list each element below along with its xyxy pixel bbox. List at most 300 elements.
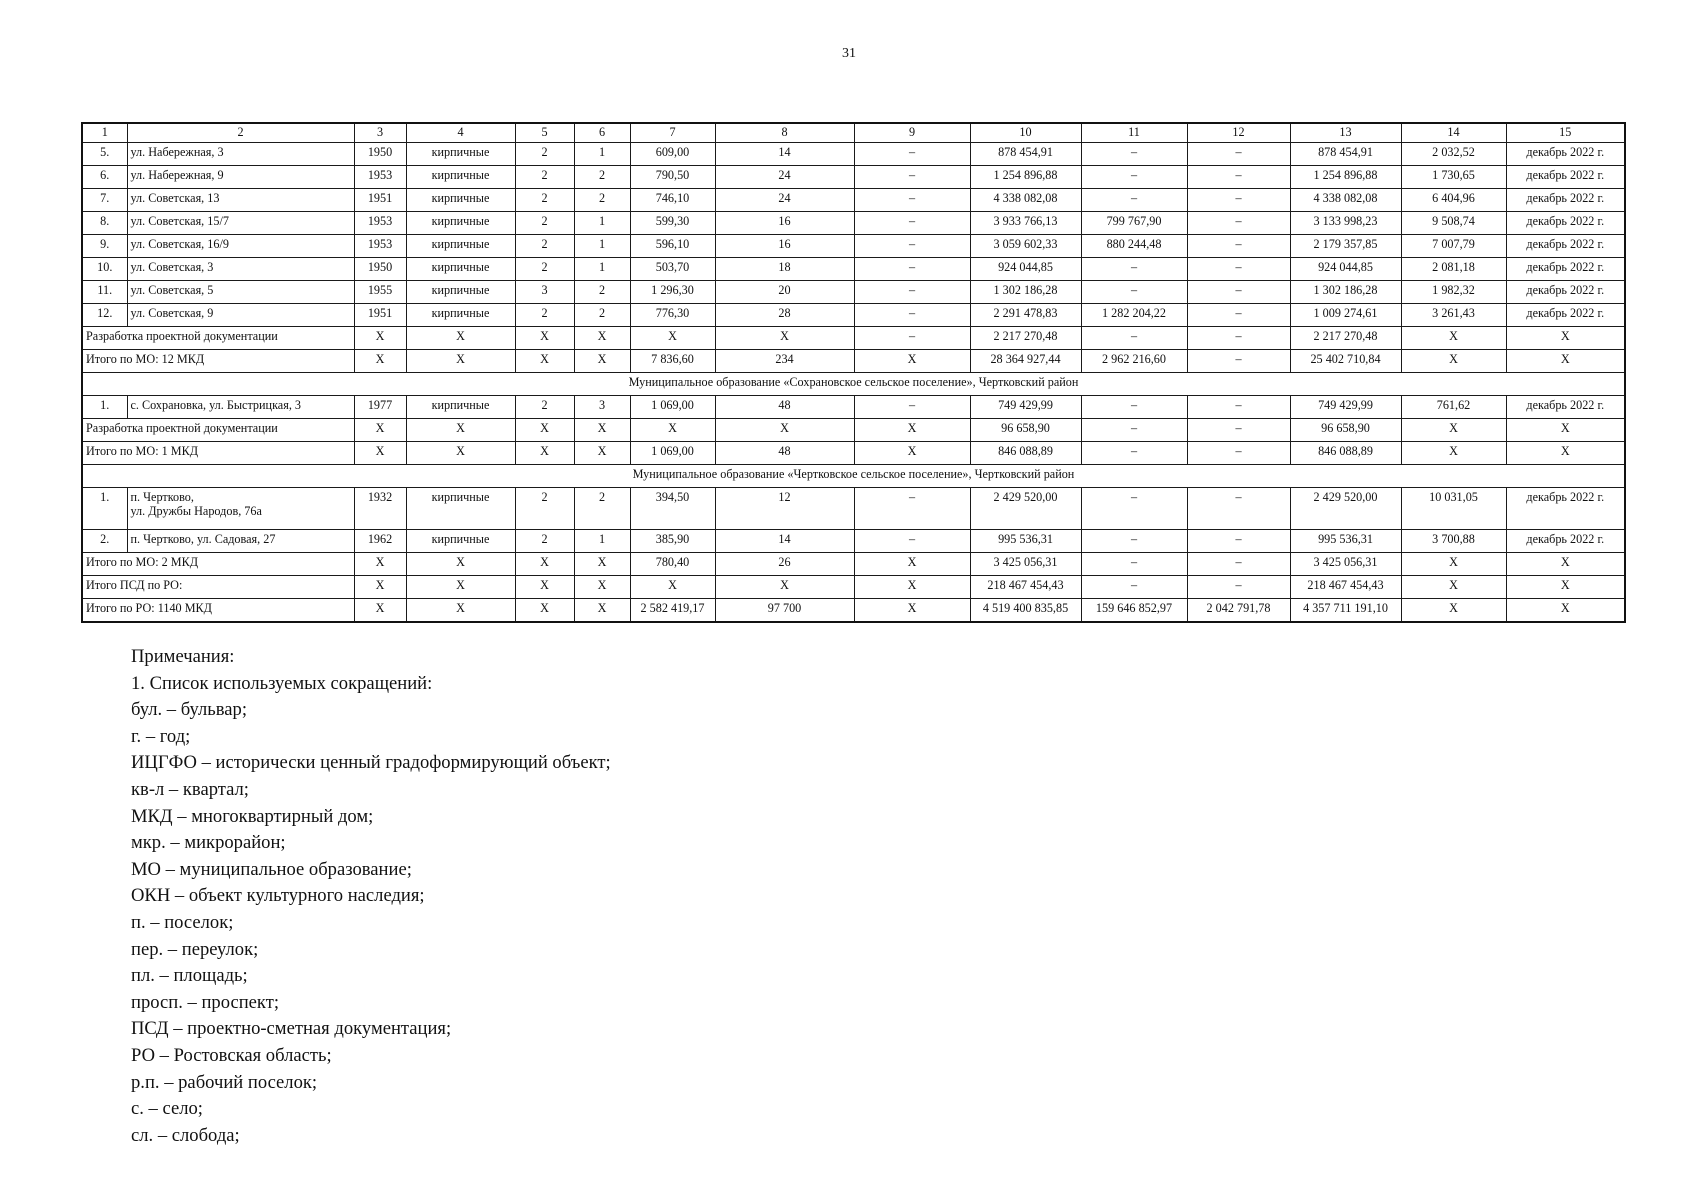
table-cell: 7 007,79 bbox=[1401, 235, 1506, 258]
table-cell: 10 031,05 bbox=[1401, 488, 1506, 530]
table-cell: – bbox=[1081, 258, 1187, 281]
table-cell: 20 bbox=[715, 281, 854, 304]
table-cell: 24 bbox=[715, 189, 854, 212]
address-cell: с. Сохрановка, ул. Быстрицкая, 3 bbox=[127, 396, 354, 419]
total-cell: Х bbox=[406, 599, 515, 623]
table-cell: 1 069,00 bbox=[630, 396, 715, 419]
total-cell: Х bbox=[515, 576, 574, 599]
table-cell: 1955 bbox=[354, 281, 406, 304]
table-cell: – bbox=[854, 488, 970, 530]
total-cell: 2 962 216,60 bbox=[1081, 350, 1187, 373]
table-cell: 1 296,30 bbox=[630, 281, 715, 304]
total-cell: 96 658,90 bbox=[970, 419, 1081, 442]
table-cell: кирпичные bbox=[406, 212, 515, 235]
note-line: МКД – многоквартирный дом; bbox=[131, 805, 374, 827]
table-cell: 1962 bbox=[354, 530, 406, 553]
column-number-cell: 14 bbox=[1401, 123, 1506, 143]
total-cell: Х bbox=[574, 553, 630, 576]
total-cell: Х bbox=[1506, 327, 1625, 350]
table-cell: 1 bbox=[574, 235, 630, 258]
total-cell: Х bbox=[854, 576, 970, 599]
total-cell: 4 519 400 835,85 bbox=[970, 599, 1081, 623]
total-cell: Х bbox=[1506, 442, 1625, 465]
table-cell: 3 bbox=[515, 281, 574, 304]
table-cell: 16 bbox=[715, 212, 854, 235]
total-cell: 846 088,89 bbox=[1290, 442, 1401, 465]
total-cell: 234 bbox=[715, 350, 854, 373]
table-cell: – bbox=[1187, 212, 1290, 235]
total-cell: Х bbox=[354, 576, 406, 599]
total-cell: Х bbox=[574, 599, 630, 623]
table-cell: декабрь 2022 г. bbox=[1506, 396, 1625, 419]
table-cell: – bbox=[1081, 530, 1187, 553]
housing-program-table bbox=[81, 122, 1626, 623]
total-cell: – bbox=[1081, 442, 1187, 465]
total-cell: Х bbox=[406, 327, 515, 350]
total-cell: Х bbox=[1506, 419, 1625, 442]
table-cell: 1953 bbox=[354, 166, 406, 189]
table-cell: декабрь 2022 г. bbox=[1506, 212, 1625, 235]
table-cell: 790,50 bbox=[630, 166, 715, 189]
total-cell: 97 700 bbox=[715, 599, 854, 623]
table-cell: 2 bbox=[574, 281, 630, 304]
table-cell: 1977 bbox=[354, 396, 406, 419]
table-cell: 2 bbox=[574, 189, 630, 212]
total-cell: 1 069,00 bbox=[630, 442, 715, 465]
total-cell: Х bbox=[406, 576, 515, 599]
column-number-cell: 4 bbox=[406, 123, 515, 143]
column-number-cell: 3 bbox=[354, 123, 406, 143]
table-cell: – bbox=[1187, 235, 1290, 258]
table-cell: декабрь 2022 г. bbox=[1506, 304, 1625, 327]
table-cell: кирпичные bbox=[406, 488, 515, 530]
row-number-cell: 6. bbox=[82, 166, 127, 189]
total-cell: Х bbox=[515, 350, 574, 373]
total-row bbox=[82, 576, 1625, 599]
table-cell: кирпичные bbox=[406, 530, 515, 553]
total-cell: 218 467 454,43 bbox=[970, 576, 1081, 599]
row-number-cell: 1. bbox=[82, 396, 127, 419]
total-cell: – bbox=[1081, 576, 1187, 599]
note-line: с. – село; bbox=[131, 1098, 203, 1120]
table-cell: 749 429,99 bbox=[970, 396, 1081, 419]
total-cell: 2 582 419,17 bbox=[630, 599, 715, 623]
note-line: р.п. – рабочий поселок; bbox=[131, 1071, 318, 1093]
total-cell: Х bbox=[354, 599, 406, 623]
total-cell: 26 bbox=[715, 553, 854, 576]
table-cell: 2 bbox=[574, 488, 630, 530]
table-cell: 385,90 bbox=[630, 530, 715, 553]
building-row bbox=[82, 530, 1625, 553]
address-cell: ул. Советская, 3 bbox=[127, 258, 354, 281]
column-number-cell: 5 bbox=[515, 123, 574, 143]
note-line: ИЦГФО – исторически ценный градоформирующий объект; bbox=[131, 752, 611, 774]
address-cell: ул. Советская, 5 bbox=[127, 281, 354, 304]
table-cell: – bbox=[1187, 189, 1290, 212]
table-cell: 3 bbox=[574, 396, 630, 419]
total-cell: Х bbox=[854, 599, 970, 623]
table-cell: 48 bbox=[715, 396, 854, 419]
total-cell: Х bbox=[715, 327, 854, 350]
total-cell: Х bbox=[515, 327, 574, 350]
table-cell: 14 bbox=[715, 530, 854, 553]
total-cell: Х bbox=[354, 327, 406, 350]
table-cell: декабрь 2022 г. bbox=[1506, 235, 1625, 258]
total-cell: 2 042 791,78 bbox=[1187, 599, 1290, 623]
table-cell: 2 032,52 bbox=[1401, 143, 1506, 166]
note-line: бул. – бульвар; bbox=[131, 699, 247, 721]
table-cell: 746,10 bbox=[630, 189, 715, 212]
table-cell: 2 bbox=[515, 235, 574, 258]
building-row bbox=[82, 189, 1625, 212]
column-number-cell: 2 bbox=[127, 123, 354, 143]
table-cell: – bbox=[1187, 396, 1290, 419]
total-row bbox=[82, 327, 1625, 350]
table-cell: 878 454,91 bbox=[1290, 143, 1401, 166]
total-cell: 780,40 bbox=[630, 553, 715, 576]
table-cell: 1 982,32 bbox=[1401, 281, 1506, 304]
total-cell: Х bbox=[406, 553, 515, 576]
total-cell: Х bbox=[1506, 576, 1625, 599]
table-cell: 2 bbox=[515, 143, 574, 166]
table-cell: 761,62 bbox=[1401, 396, 1506, 419]
table-cell: 1 bbox=[574, 258, 630, 281]
total-cell: Х bbox=[1401, 327, 1506, 350]
table-cell: – bbox=[1081, 143, 1187, 166]
table-cell: 599,30 bbox=[630, 212, 715, 235]
total-row bbox=[82, 553, 1625, 576]
table-cell: 1951 bbox=[354, 189, 406, 212]
note-line: РО – Ростовская область; bbox=[131, 1044, 332, 1066]
table-cell: 596,10 bbox=[630, 235, 715, 258]
municipality-title: Муниципальное образование «Сохрановское сельское поселение», Чертковский район bbox=[82, 373, 1625, 396]
table-cell: 1 302 186,28 bbox=[970, 281, 1081, 304]
table-cell: – bbox=[854, 258, 970, 281]
total-cell: – bbox=[1081, 327, 1187, 350]
building-row bbox=[82, 281, 1625, 304]
table-cell: 14 bbox=[715, 143, 854, 166]
building-row bbox=[82, 166, 1625, 189]
table-cell: кирпичные bbox=[406, 235, 515, 258]
total-label: Разработка проектной документации bbox=[82, 327, 354, 350]
municipality-title: Муниципальное образование «Чертковское сельское поселение», Чертковский район bbox=[82, 465, 1625, 488]
total-label: Итого по МО: 1 МКД bbox=[82, 442, 354, 465]
total-cell: Х bbox=[574, 576, 630, 599]
total-label: Итого по РО: 1140 МКД bbox=[82, 599, 354, 623]
table-cell: 1 bbox=[574, 143, 630, 166]
table-cell: – bbox=[854, 143, 970, 166]
total-cell: – bbox=[854, 327, 970, 350]
table-cell: 12 bbox=[715, 488, 854, 530]
table-cell: 2 bbox=[515, 212, 574, 235]
table-cell: 2 bbox=[515, 396, 574, 419]
table-cell: – bbox=[1081, 488, 1187, 530]
table-cell: 2 bbox=[515, 530, 574, 553]
total-cell: Х bbox=[406, 442, 515, 465]
address-cell: ул. Советская, 13 bbox=[127, 189, 354, 212]
total-cell: Х bbox=[854, 419, 970, 442]
building-row bbox=[82, 258, 1625, 281]
row-number-cell: 10. bbox=[82, 258, 127, 281]
total-cell: Х bbox=[854, 553, 970, 576]
section-row bbox=[82, 373, 1625, 396]
table-cell: 2 bbox=[515, 304, 574, 327]
address-cell: ул. Советская, 15/7 bbox=[127, 212, 354, 235]
table-cell: 878 454,91 bbox=[970, 143, 1081, 166]
note-line: п. – поселок; bbox=[131, 911, 234, 933]
table-cell: 1951 bbox=[354, 304, 406, 327]
table-cell: 1953 bbox=[354, 212, 406, 235]
total-cell: 3 425 056,31 bbox=[970, 553, 1081, 576]
address-cell: п. Чертково, ул. Дружбы Народов, 76а bbox=[127, 488, 354, 530]
total-cell: Х bbox=[354, 553, 406, 576]
table-cell: 924 044,85 bbox=[1290, 258, 1401, 281]
column-number-cell: 6 bbox=[574, 123, 630, 143]
table-cell: 2 081,18 bbox=[1401, 258, 1506, 281]
table-cell: 4 338 082,08 bbox=[970, 189, 1081, 212]
table-cell: декабрь 2022 г. bbox=[1506, 530, 1625, 553]
section-row bbox=[82, 465, 1625, 488]
note-line: 1. Список используемых сокращений: bbox=[131, 672, 433, 694]
note-line: сл. – слобода; bbox=[131, 1124, 240, 1146]
row-number-cell: 8. bbox=[82, 212, 127, 235]
total-cell: – bbox=[1187, 419, 1290, 442]
abbreviation-notes bbox=[131, 644, 611, 1149]
total-cell: 159 646 852,97 bbox=[1081, 599, 1187, 623]
total-cell: Х bbox=[854, 442, 970, 465]
column-number-cell: 8 bbox=[715, 123, 854, 143]
table-cell: декабрь 2022 г. bbox=[1506, 143, 1625, 166]
total-cell: Х bbox=[715, 576, 854, 599]
total-cell: 7 836,60 bbox=[630, 350, 715, 373]
table-cell: 924 044,85 bbox=[970, 258, 1081, 281]
table-cell: – bbox=[854, 396, 970, 419]
total-label: Итого ПСД по РО: bbox=[82, 576, 354, 599]
total-cell: – bbox=[1081, 553, 1187, 576]
table-cell: кирпичные bbox=[406, 166, 515, 189]
column-number-cell: 12 bbox=[1187, 123, 1290, 143]
total-cell: 2 217 270,48 bbox=[970, 327, 1081, 350]
table-cell: 749 429,99 bbox=[1290, 396, 1401, 419]
total-cell: 2 217 270,48 bbox=[1290, 327, 1401, 350]
table-cell: – bbox=[1187, 166, 1290, 189]
table-cell: 1932 bbox=[354, 488, 406, 530]
total-cell: Х bbox=[1401, 350, 1506, 373]
total-cell: Х bbox=[1506, 553, 1625, 576]
total-cell: Х bbox=[854, 350, 970, 373]
note-line: пл. – площадь; bbox=[131, 965, 248, 987]
table-cell: кирпичные bbox=[406, 304, 515, 327]
table-cell: 2 bbox=[515, 258, 574, 281]
table-cell: 2 bbox=[574, 166, 630, 189]
table-cell: 1953 bbox=[354, 235, 406, 258]
table-cell: 503,70 bbox=[630, 258, 715, 281]
total-cell: Х bbox=[630, 327, 715, 350]
total-cell: 25 402 710,84 bbox=[1290, 350, 1401, 373]
total-cell: Х bbox=[515, 553, 574, 576]
total-cell: – bbox=[1081, 419, 1187, 442]
total-cell: – bbox=[1187, 327, 1290, 350]
building-row bbox=[82, 235, 1625, 258]
table-cell: – bbox=[1187, 258, 1290, 281]
table-cell: – bbox=[854, 530, 970, 553]
column-number-cell: 7 bbox=[630, 123, 715, 143]
table-cell: декабрь 2022 г. bbox=[1506, 281, 1625, 304]
total-cell: Х bbox=[406, 350, 515, 373]
total-cell: Х bbox=[354, 442, 406, 465]
total-cell: Х bbox=[574, 419, 630, 442]
table-cell: 1 302 186,28 bbox=[1290, 281, 1401, 304]
note-line: ПСД – проектно-сметная документация; bbox=[131, 1018, 452, 1040]
table-cell: кирпичные bbox=[406, 143, 515, 166]
total-cell: Х bbox=[715, 419, 854, 442]
table-cell: 1 254 896,88 bbox=[1290, 166, 1401, 189]
table-cell: 2 179 357,85 bbox=[1290, 235, 1401, 258]
total-cell: 3 425 056,31 bbox=[1290, 553, 1401, 576]
column-number-cell: 15 bbox=[1506, 123, 1625, 143]
table-cell: – bbox=[1187, 304, 1290, 327]
table-cell: 3 059 602,33 bbox=[970, 235, 1081, 258]
table-cell: – bbox=[1081, 281, 1187, 304]
note-line: ОКН – объект культурного наследия; bbox=[131, 885, 425, 907]
table-cell: 2 bbox=[515, 166, 574, 189]
table-cell: 1 730,65 bbox=[1401, 166, 1506, 189]
address-cell: ул. Набережная, 3 bbox=[127, 143, 354, 166]
note-line: г. – год; bbox=[131, 725, 191, 747]
table-cell: 1950 bbox=[354, 143, 406, 166]
total-cell: Х bbox=[574, 442, 630, 465]
table-cell: 1 282 204,22 bbox=[1081, 304, 1187, 327]
column-number-row bbox=[82, 123, 1625, 143]
table-cell: – bbox=[854, 304, 970, 327]
table-cell: 1 bbox=[574, 530, 630, 553]
table-cell: 3 933 766,13 bbox=[970, 212, 1081, 235]
note-line: пер. – переулок; bbox=[131, 938, 259, 960]
building-row bbox=[82, 488, 1625, 530]
total-cell: Х bbox=[630, 419, 715, 442]
total-cell: Х bbox=[1401, 442, 1506, 465]
total-cell: – bbox=[1187, 553, 1290, 576]
notes-heading: Примечания: bbox=[131, 646, 235, 667]
total-label: Разработка проектной документации bbox=[82, 419, 354, 442]
table-cell: 1 254 896,88 bbox=[970, 166, 1081, 189]
column-number-cell: 11 bbox=[1081, 123, 1187, 143]
total-row bbox=[82, 442, 1625, 465]
row-number-cell: 9. bbox=[82, 235, 127, 258]
table-cell: 1 009 274,61 bbox=[1290, 304, 1401, 327]
table-cell: – bbox=[854, 166, 970, 189]
table-cell: – bbox=[1081, 189, 1187, 212]
table-cell: – bbox=[1081, 396, 1187, 419]
building-row bbox=[82, 143, 1625, 166]
table-cell: 1950 bbox=[354, 258, 406, 281]
address-cell: ул. Набережная, 9 bbox=[127, 166, 354, 189]
table-cell: кирпичные bbox=[406, 258, 515, 281]
address-cell: ул. Советская, 16/9 bbox=[127, 235, 354, 258]
table-cell: 2 429 520,00 bbox=[1290, 488, 1401, 530]
table-cell: – bbox=[854, 235, 970, 258]
row-number-cell: 7. bbox=[82, 189, 127, 212]
table-cell: – bbox=[1187, 281, 1290, 304]
row-number-cell: 1. bbox=[82, 488, 127, 530]
row-number-cell: 5. bbox=[82, 143, 127, 166]
total-cell: Х bbox=[1506, 350, 1625, 373]
total-cell: Х bbox=[515, 442, 574, 465]
total-label: Итого по МО: 2 МКД bbox=[82, 553, 354, 576]
table-cell: – bbox=[1187, 530, 1290, 553]
row-number-cell: 2. bbox=[82, 530, 127, 553]
column-number-cell: 9 bbox=[854, 123, 970, 143]
building-row bbox=[82, 396, 1625, 419]
total-row bbox=[82, 350, 1625, 373]
table-cell: 3 133 998,23 bbox=[1290, 212, 1401, 235]
total-cell: Х bbox=[574, 350, 630, 373]
table-cell: 2 291 478,83 bbox=[970, 304, 1081, 327]
address-cell: ул. Советская, 9 bbox=[127, 304, 354, 327]
table-cell: декабрь 2022 г. bbox=[1506, 488, 1625, 530]
table-cell: – bbox=[854, 212, 970, 235]
table-cell: – bbox=[854, 281, 970, 304]
table-cell: декабрь 2022 г. bbox=[1506, 166, 1625, 189]
total-cell: 28 364 927,44 bbox=[970, 350, 1081, 373]
table-cell: декабрь 2022 г. bbox=[1506, 258, 1625, 281]
row-number-cell: 11. bbox=[82, 281, 127, 304]
table-cell: кирпичные bbox=[406, 189, 515, 212]
column-number-cell: 13 bbox=[1290, 123, 1401, 143]
total-cell: Х bbox=[515, 599, 574, 623]
total-cell: 218 467 454,43 bbox=[1290, 576, 1401, 599]
building-row bbox=[82, 212, 1625, 235]
total-cell: – bbox=[1187, 350, 1290, 373]
row-number-cell: 12. bbox=[82, 304, 127, 327]
total-cell: Х bbox=[630, 576, 715, 599]
table-cell: – bbox=[854, 189, 970, 212]
table-cell: 394,50 bbox=[630, 488, 715, 530]
table-cell: 880 244,48 bbox=[1081, 235, 1187, 258]
total-cell: Х bbox=[1401, 419, 1506, 442]
table-cell: – bbox=[1187, 143, 1290, 166]
total-cell: Х bbox=[1401, 553, 1506, 576]
table-cell: 3 261,43 bbox=[1401, 304, 1506, 327]
table-cell: 2 bbox=[574, 304, 630, 327]
total-cell: Х bbox=[1506, 599, 1625, 623]
total-cell: – bbox=[1187, 442, 1290, 465]
table-cell: 24 bbox=[715, 166, 854, 189]
table-cell: 3 700,88 bbox=[1401, 530, 1506, 553]
table-cell: 6 404,96 bbox=[1401, 189, 1506, 212]
table-cell: 799 767,90 bbox=[1081, 212, 1187, 235]
table-cell: 18 bbox=[715, 258, 854, 281]
total-row bbox=[82, 419, 1625, 442]
note-line: кв-л – квартал; bbox=[131, 778, 249, 800]
total-cell: Х bbox=[354, 350, 406, 373]
table-cell: 9 508,74 bbox=[1401, 212, 1506, 235]
table-cell: 2 bbox=[515, 488, 574, 530]
total-cell: Х bbox=[1401, 576, 1506, 599]
table-cell: декабрь 2022 г. bbox=[1506, 189, 1625, 212]
page-number: 31 bbox=[842, 46, 856, 61]
total-cell: Х bbox=[515, 419, 574, 442]
table-cell: кирпичные bbox=[406, 281, 515, 304]
total-cell: Х bbox=[574, 327, 630, 350]
note-line: МО – муниципальное образование; bbox=[131, 858, 412, 880]
column-number-cell: 1 bbox=[82, 123, 127, 143]
table-cell: 2 bbox=[515, 189, 574, 212]
total-cell: 4 357 711 191,10 bbox=[1290, 599, 1401, 623]
table-cell: 1 bbox=[574, 212, 630, 235]
address-cell: п. Чертково, ул. Садовая, 27 bbox=[127, 530, 354, 553]
table-cell: 2 429 520,00 bbox=[970, 488, 1081, 530]
